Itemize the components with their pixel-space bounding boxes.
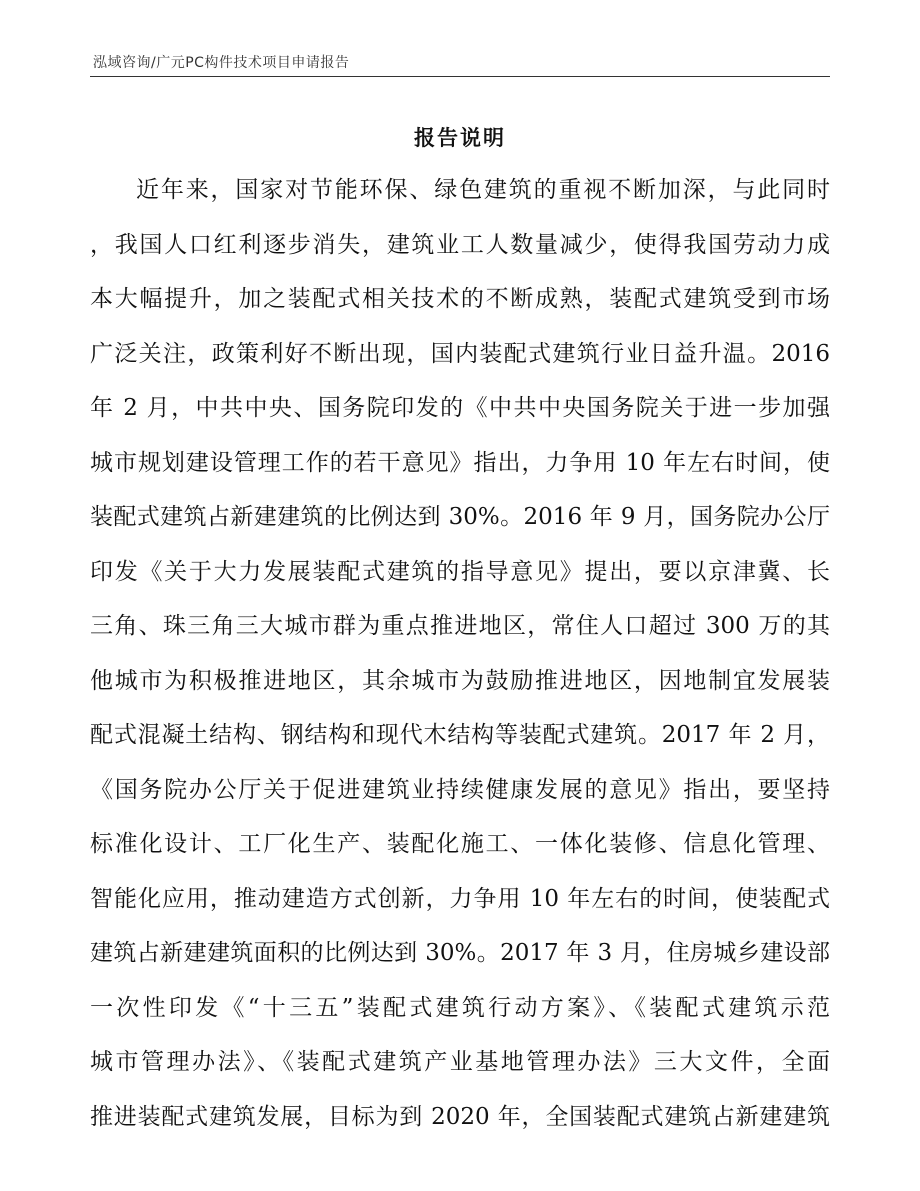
body-text	[90, 163, 830, 1144]
paragraph-line: 城市规划建设管理工作的若干意见》指出，力争用 10 年左右时间，使	[90, 449, 830, 476]
paragraph-line: 建筑占新建建筑面积的比例达到 30%。2017 年 3 月，住房城乡建设部	[90, 940, 830, 966]
page-title: 报告说明	[414, 126, 506, 150]
header-divider	[90, 76, 830, 77]
paragraph-line: 标准化设计、工厂化生产、装配化施工、一体化装修、信息化管理、	[90, 831, 830, 857]
paragraph-line: 近年来，国家对节能环保、绿色建筑的重视不断加深，与此同时	[136, 177, 830, 203]
paragraph-line: ，我国人口红利逐步消失，建筑业工人数量减少，使得我国劳动力成	[90, 231, 830, 258]
paragraph-line: 装配式建筑占新建建筑的比例达到 30%。2016 年 9 月，国务院办公厅	[90, 504, 830, 530]
paragraph-line: 城市管理办法》、《装配式建筑产业基地管理办法》三大文件，全面	[90, 1049, 830, 1075]
paragraph-line: 智能化应用，推动建造方式创新，力争用 10 年左右的时间，使装配式	[90, 885, 830, 912]
paragraph-line: 广泛关注，政策利好不断出现，国内装配式建筑行业日益升温。2016	[90, 340, 830, 367]
paragraph-line: 一次性印发《“十三五”装配式建筑行动方案》、《装配式建筑示范	[90, 994, 830, 1021]
paragraph-line: 推进装配式建筑发展，目标为到 2020 年，全国装配式建筑占新建建筑	[90, 1103, 830, 1130]
paragraph-line: 《国务院办公厅关于促进建筑业持续健康发展的意见》指出，要坚持	[90, 776, 830, 803]
paragraph-line: 印发《关于大力发展装配式建筑的指导意见》提出，要以京津冀、长	[90, 558, 830, 585]
paragraph-line: 配式混凝土结构、钢结构和现代木结构等装配式建筑。2017 年 2 月，	[90, 722, 830, 748]
running-header: 泓域咨询/广元PC构件技术项目申请报告	[93, 55, 350, 71]
paragraph-line: 他城市为积极推进地区，其余城市为鼓励推进地区，因地制宜发展装	[90, 667, 830, 694]
paragraph-line: 本大幅提升，加之装配式相关技术的不断成熟，装配式建筑受到市场	[90, 286, 830, 312]
paragraph-line: 年 2 月，中共中央、国务院印发的《中共中央国务院关于进一步加强	[90, 395, 830, 421]
paragraph-line: 三角、珠三角三大城市群为重点推进地区，常住人口超过 300 万的其	[90, 613, 830, 639]
